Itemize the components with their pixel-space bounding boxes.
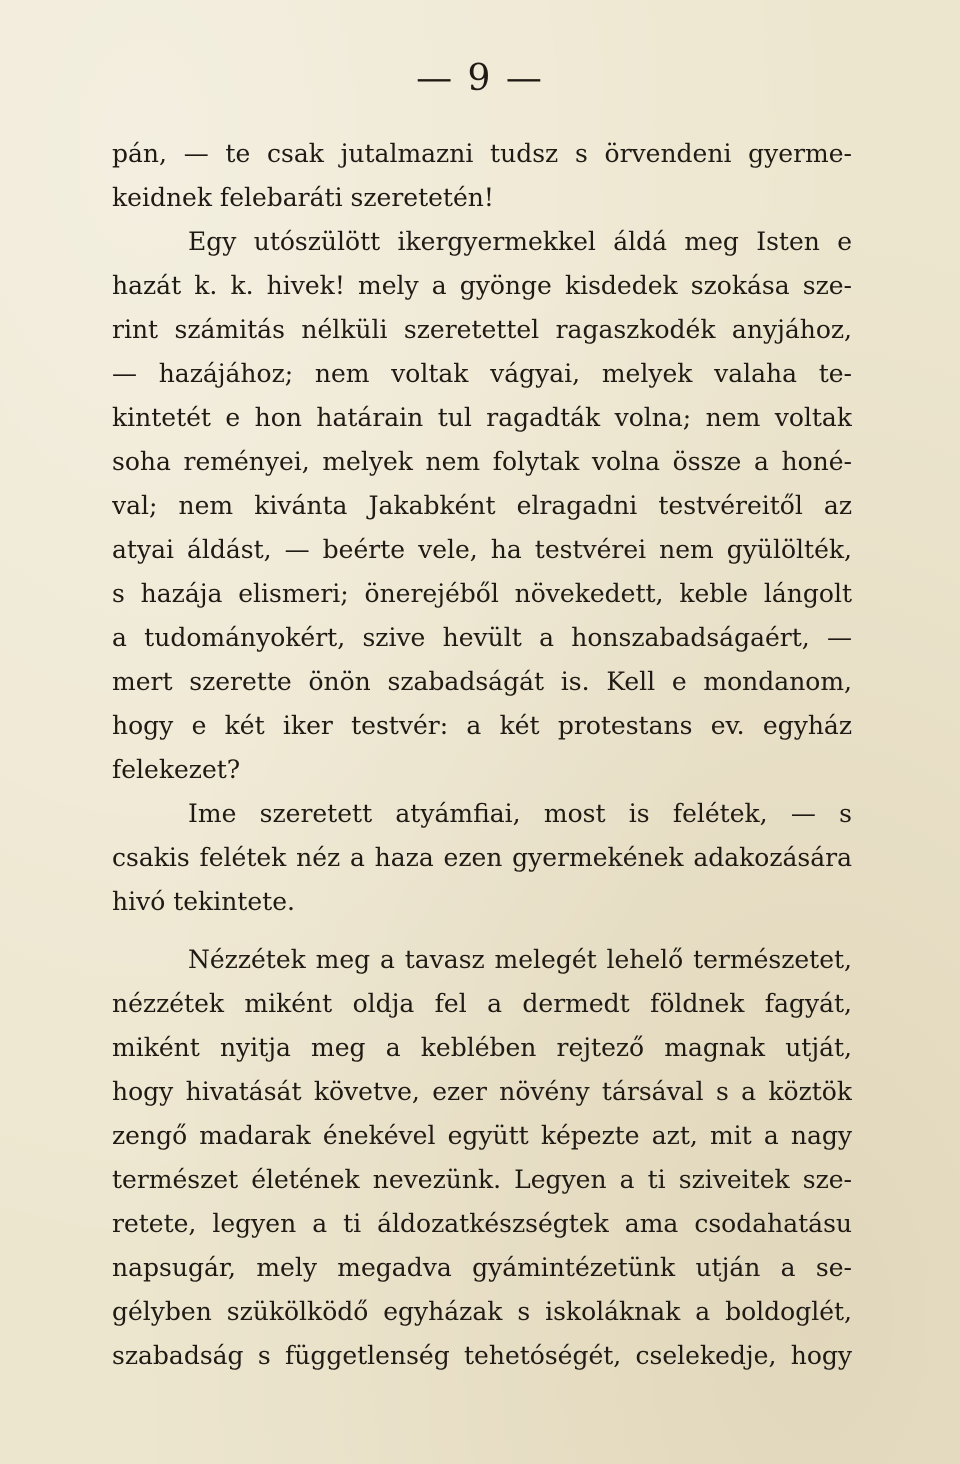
text-line: s hazája elismeri; önerejéből növekedett, keble lángolt: [112, 579, 852, 608]
text-line: zengő madarak énekével együtt képezte azt, mit a nagy: [112, 1121, 852, 1150]
text-line: hogy hivatását követve, ezer növény társával s a köztök: [112, 1077, 852, 1106]
paragraph-gap: [112, 924, 852, 938]
text-line: retete, legyen a ti áldozatkészségtek ama csodahatásu: [112, 1209, 852, 1238]
text-line: gélyben szükölködő egyházak s iskoláknak a boldoglét,: [112, 1297, 852, 1326]
text-line: pán, — te csak jutalmazni tudsz s örvendeni gyerme-: [112, 139, 852, 168]
body-text: [112, 132, 852, 1378]
text-line: hivó tekintete.: [112, 887, 295, 916]
text-line: miként nyitja meg a keblében rejtező magnak utját,: [112, 1033, 852, 1062]
text-line: csakis felétek néz a haza ezen gyermekének adakozására: [112, 843, 852, 872]
text-line: rint számitás nélküli szeretettel ragaszkodék anyjához,: [112, 315, 852, 344]
text-line: soha reményei, melyek nem folytak volna össze a honé-: [112, 447, 852, 476]
text-line: természet életének nevezünk. Legyen a ti sziveitek sze-: [112, 1165, 852, 1194]
text-line: keidnek felebaráti szeretetén!: [112, 183, 494, 212]
text-line: Egy utószülött ikergyermekkel áldá meg Isten e: [188, 227, 852, 256]
page-number: — 9 —: [416, 58, 544, 99]
text-line: Ime szeretett atyámfiai, most is felétek, — s: [188, 799, 852, 828]
text-line: val; nem kivánta Jakabként elragadni testvéreitől az: [112, 491, 852, 520]
text-line: nézzétek miként oldja fel a dermedt földnek fagyát,: [112, 989, 852, 1018]
text-line: kintetét e hon határain tul ragadták volna; nem voltak: [112, 403, 852, 432]
text-line: Nézzétek meg a tavasz melegét lehelő természetet,: [188, 945, 852, 974]
text-line: hogy e két iker testvér: a két protestans ev. egyház: [112, 711, 852, 740]
text-line: szabadság s függetlenség tehetóségét, cselekedje, hogy: [112, 1341, 852, 1370]
text-line: atyai áldást, — beérte vele, ha testvérei nem gyülölték,: [112, 535, 852, 564]
text-line: felekezet?: [112, 755, 241, 784]
text-line: a tudományokért, szive hevült a honszabadságaért, —: [112, 623, 852, 652]
text-line: hazát k. k. hivek! mely a gyönge kisdedek szokása sze-: [112, 271, 852, 300]
text-line: — hazájához; nem voltak vágyai, melyek valaha te-: [112, 359, 852, 388]
text-line: mert szerette önön szabadságát is. Kell e mondanom,: [112, 667, 852, 696]
text-line: napsugár, mely megadva gyámintézetünk utján a se-: [112, 1253, 852, 1282]
